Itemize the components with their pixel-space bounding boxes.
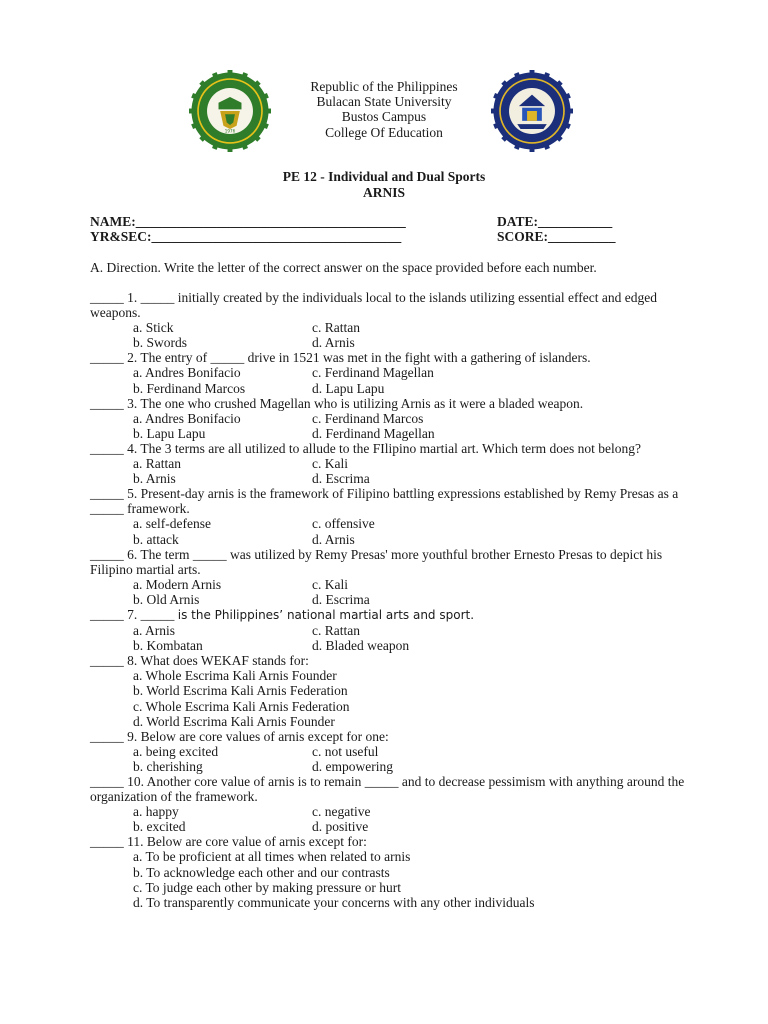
option-c: c. Rattan	[312, 320, 360, 336]
option-b: b. Old Arnis	[133, 591, 200, 607]
option-b: b. attack	[133, 531, 179, 547]
option-c: c. Whole Escrima Kali Arnis Federation	[133, 698, 350, 714]
question-10	[90, 774, 690, 834]
score-field: SCORE:__________	[497, 229, 616, 244]
option-a: a. Modern Arnis	[133, 576, 222, 592]
option-b: b. To acknowledge each other and our contrasts	[133, 864, 390, 880]
option-b: b. Arnis	[133, 471, 176, 487]
exam-title	[200, 169, 568, 200]
course-title: PE 12 - Individual and Dual Sports	[282, 169, 486, 184]
option-c: c. Rattan	[312, 623, 360, 639]
question-text: _____ 9. Below are core values of arnis except for one:	[90, 728, 389, 744]
question-text: _____ 6. The term _____ was utilized by Remy Presas' more youthful brother Ernesto Presas to depict his Filipino martial arts.	[90, 546, 663, 577]
option-c: c. To judge each other by making pressure or hurt	[133, 879, 401, 895]
options	[90, 365, 690, 395]
svg-text:1976: 1976	[224, 128, 236, 134]
option-a: a. Arnis	[133, 623, 175, 639]
options	[90, 411, 690, 441]
option-a: a. Andres Bonifacio	[133, 365, 241, 381]
question-9	[90, 729, 690, 774]
options	[90, 804, 690, 834]
option-d: d. positive	[312, 819, 369, 835]
question-text: _____ 4. The 3 terms are all utilized to allude to the FIlipino martial art. Which term does not belong?	[90, 440, 641, 456]
options	[90, 516, 690, 546]
direction-text: A. Direction. Write the letter of the correct answer on the space provided before each number.	[90, 260, 597, 275]
question-text-prefix: _____ 7. _____	[90, 606, 178, 622]
option-c: c. not useful	[312, 743, 379, 759]
header-line-republic: Republic of the Philippines	[310, 79, 458, 94]
option-b: b. World Escrima Kali Arnis Federation	[133, 683, 348, 699]
question-6	[90, 547, 690, 607]
question-1	[90, 290, 690, 350]
option-d: d. empowering	[312, 758, 393, 774]
question-5	[90, 486, 690, 546]
name-field: NAME:________________________________________	[90, 214, 406, 229]
option-b: b. Lapu Lapu	[133, 425, 206, 441]
option-d: d. Arnis	[312, 335, 355, 351]
header-line-college: College Of Education	[325, 124, 443, 140]
option-c: c. Kali	[312, 576, 348, 592]
question-list	[90, 290, 690, 910]
option-a: a. self-defense	[133, 516, 211, 532]
options	[90, 577, 690, 607]
question-8	[90, 653, 690, 728]
question-text: _____ 1. _____ initially created by the individuals local to the islands utilizing essential effect and edged weapons.	[90, 290, 657, 321]
option-a: a. being excited	[133, 743, 219, 759]
option-b: b. Kombatan	[133, 638, 203, 654]
option-b: b. excited	[133, 819, 186, 835]
institution-header	[260, 79, 508, 140]
option-a: a. Andres Bonifacio	[133, 410, 241, 426]
option-d: d. Escrima	[312, 591, 370, 607]
question-11	[90, 834, 690, 909]
option-d: d. Arnis	[312, 531, 355, 547]
question-text: _____ 5. Present-day arnis is the framework of Filipino battling expressions established by Remy Presas as a _____ framework.	[90, 486, 679, 517]
option-d: d. World Escrima Kali Arnis Founder	[133, 713, 335, 729]
option-d: d. Bladed weapon	[312, 638, 410, 654]
question-text: _____ 11. Below are core value of arnis except for:	[90, 834, 367, 850]
option-c: c. offensive	[312, 516, 375, 532]
question-4	[90, 441, 690, 486]
question-text	[90, 607, 690, 623]
options	[90, 849, 690, 909]
option-a: a. Stick	[133, 320, 174, 336]
question-2	[90, 350, 690, 395]
question-7	[90, 607, 690, 653]
option-a: a. To be proficient at all times when related to arnis	[133, 849, 411, 865]
question-text: _____ 8. What does WEKAF stands for:	[90, 653, 309, 669]
option-a: a. happy	[133, 804, 179, 820]
question-text-suffix: is the Philippines’ national martial arts and sport.	[177, 607, 475, 622]
question-text: _____ 3. The one who crushed Magellan who is utilizing Arnis as it were a bladed weapon.	[90, 395, 584, 411]
header-line-campus: Bustos Campus	[341, 109, 427, 125]
option-d: d. Escrima	[312, 471, 370, 487]
options	[90, 320, 690, 350]
subject-title: ARNIS	[362, 184, 405, 200]
option-d: d. Ferdinand Magellan	[312, 425, 435, 441]
question-text: _____ 10. Another core value of arnis is to remain _____ and to decrease pessimism with anything around the organization of the framework.	[90, 774, 685, 805]
options	[90, 744, 690, 774]
option-a: a. Rattan	[133, 456, 181, 472]
option-b: b. Ferdinand Marcos	[133, 380, 246, 396]
option-d: d. Lapu Lapu	[312, 380, 385, 396]
option-b: b. cherishing	[133, 758, 203, 774]
date-field: DATE:___________	[497, 214, 613, 229]
option-c: c. negative	[312, 804, 371, 820]
option-c: c. Ferdinand Marcos	[312, 410, 424, 426]
question-text: _____ 2. The entry of _____ drive in 1521 was met in the fight with a gathering of islanders.	[90, 350, 591, 366]
option-d: d. To transparently communicate your concerns with any other individuals	[133, 894, 535, 910]
option-a: a. Whole Escrima Kali Arnis Founder	[133, 668, 337, 684]
options	[90, 456, 690, 486]
yr-sec-field: YR&SEC:_____________________________________	[90, 229, 402, 244]
option-b: b. Swords	[133, 335, 188, 351]
options	[90, 623, 690, 653]
question-3	[90, 396, 690, 441]
option-c: c. Kali	[312, 456, 348, 472]
options	[90, 668, 690, 728]
header-line-university: Bulacan State University	[316, 94, 452, 110]
option-c: c. Ferdinand Magellan	[312, 365, 434, 381]
bulsu-seal-logo	[189, 70, 271, 152]
